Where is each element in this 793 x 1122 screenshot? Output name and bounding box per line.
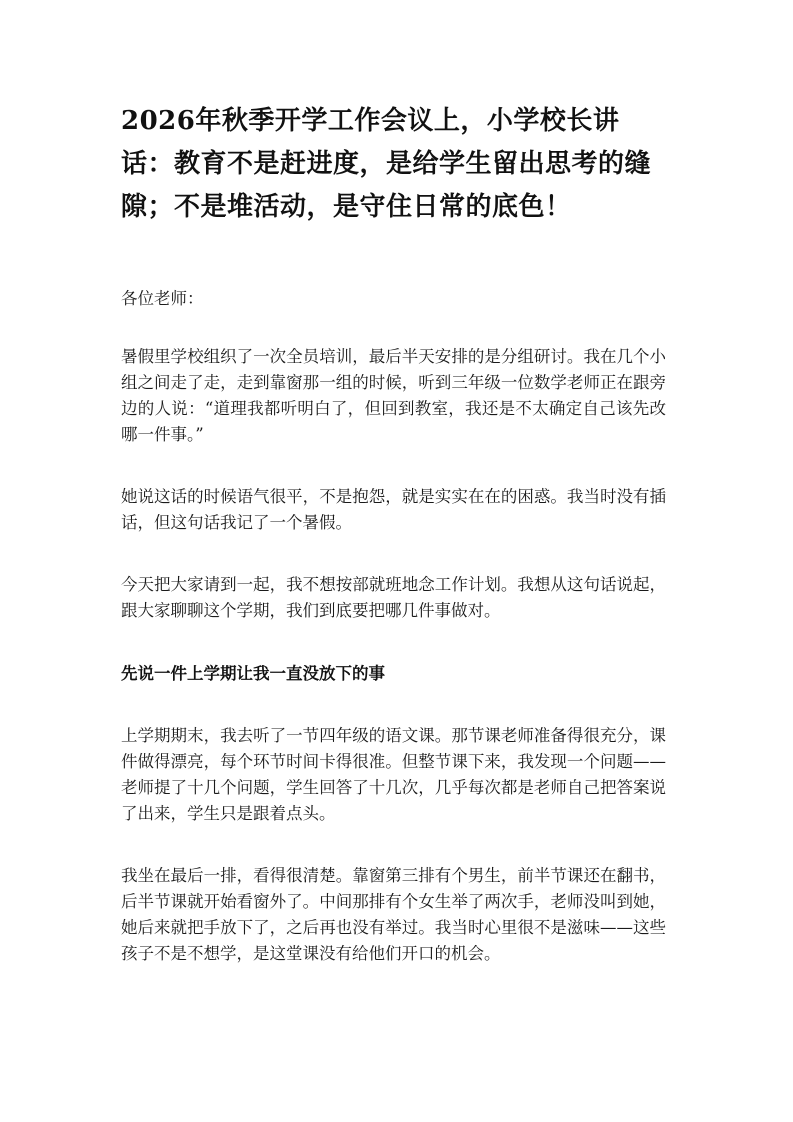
section-heading: 先说一件上学期让我一直没放下的事 bbox=[121, 664, 385, 683]
paragraph: 她说这话的时候语气很平，不是抱怨，就是实实在在的困惑。我当时没有插话，但这句话我记了一个暑假。 bbox=[121, 487, 666, 532]
document-title: 2026年秋季开学工作会议上，小学校长讲话：教育不是赶进度，是给学生留出思考的缝隙；不是堆活动，是守住日常的底色！ bbox=[121, 106, 652, 222]
paragraph: 暑假里学校组织了一次全员培训，最后半天安排的是分组研讨。我在几个小组之间走了走，走到靠窗那一组的时候，听到三年级一位数学老师正在跟旁边的人说：“道理我都听明白了，但回到教室，我还是不太确定自己该先改哪一件事。” bbox=[121, 347, 666, 444]
paragraph: 我坐在最后一排，看得很清楚。靠窗第三排有个男生，前半节课还在翻书，后半节课就开始看窗外了。中间那排有个女生举了两次手，老师没叫到她，她后来就把手放下了，之后再也没有举过。我当时心里很不是滋味——这些孩子不是不想学，是这堂课没有给他们开口的机会。 bbox=[121, 866, 666, 963]
paragraph: 今天把大家请到一起，我不想按部就班地念工作计划。我想从这句话说起，跟大家聊聊这个学期，我们到底要把哪几件事做对。 bbox=[121, 575, 666, 620]
document-body bbox=[121, 100, 666, 967]
paragraph: 上学期期末，我去听了一节四年级的语文课。那节课老师准备得很充分，课件做得漂亮，每个环节时间卡得很准。但整节课下来，我发现一个问题——老师提了十几个问题，学生回答了十几次，几乎每次都是老师自己把答案说了出来，学生只是跟着点头。 bbox=[121, 726, 666, 823]
salutation: 各位老师： bbox=[121, 289, 204, 308]
